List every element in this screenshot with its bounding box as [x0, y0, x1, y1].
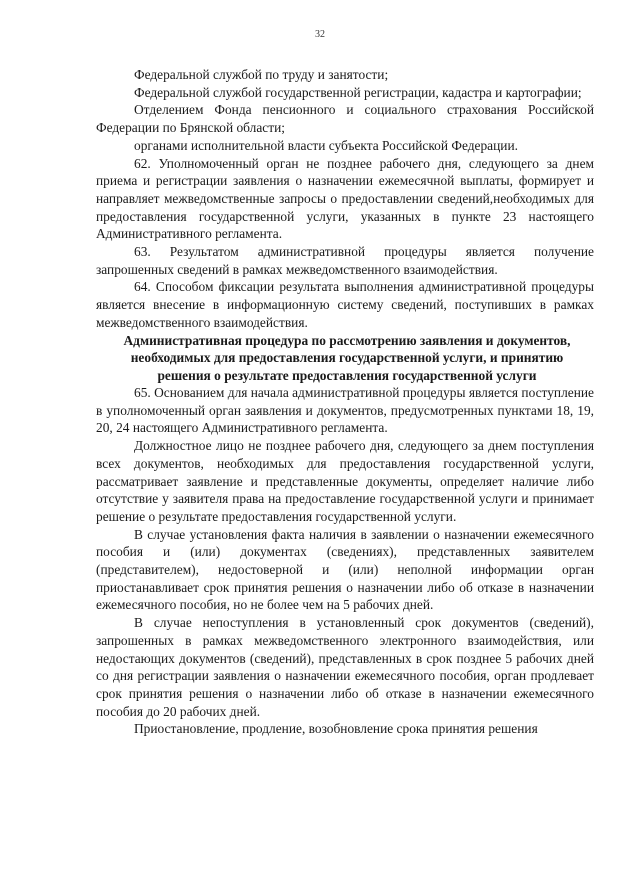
- list-line-1: Федеральной службой по труду и занятости;: [134, 67, 389, 82]
- paragraph-64: 64. Способом фиксации результата выполнения административной процедуры является внесение в информационную систему сведений, поступивших в рамках межведомственного взаимодействия.: [96, 279, 594, 330]
- paragraph-extension: В случае непоступления в установленный срок документов (сведений), запрошенных в рамках межведомственного электронного взаимодействия, или недостающих документов (сведений), представленных в срок позднее 5 рабочих дней со дня регистрации заявления о назначении ежемесячного пособия, орган продлевает срок принятия решения о назначении либо об отказе в назначении ежемесячного пособия до 20 рабочих дней.: [96, 615, 594, 719]
- list-line-4: органами исполнительной власти субъекта Российской Федерации.: [134, 137, 518, 153]
- list-line-2: Федеральной службой государственной регистрации, кадастра и картографии;: [134, 84, 582, 100]
- paragraph-suspension: В случае установления факта наличия в заявлении о назначении ежемесячного пособия и (или) документах (сведениях), представленных заявителем (представителем), недостоверной и (или) неполной информации орган приостанавливает срок принятия решения о назначении либо об отказе в назначении ежемесячного пособия, но не более чем на 5 рабочих дней.: [96, 526, 594, 613]
- list-line-3: Отделением Фонда пенсионного и социального страхования Российской Федерации по Брянской области;: [96, 102, 594, 136]
- paragraph-official-review: Должностное лицо не позднее рабочего дня, следующего за днем поступления всех документов, необходимых для предоставления государственной услуги, рассматривает заявление и представленные документы, определяет наличие либо отсутствие у заявителя права на предоставление государственной услуги и принимает решение о результате предоставления государственной услуги.: [96, 438, 594, 524]
- document-body: [96, 66, 594, 738]
- paragraph-62: 62. Уполномоченный орган не позднее рабочего дня, следующего за днем приема и регистрации заявления о назначении ежемесячной выплаты, формирует и направляет межведомственные запросы о предоставлении сведений,необходимых для предоставления государственной услуги, указанных в пункте 23 настоящего Административного регламента.: [96, 155, 594, 242]
- paragraph-65: 65. Основанием для начала административной процедуры является поступление в уполномоченный орган заявления и документов, предусмотренных пунктами 18, 19, 20, 24 настоящего Административного регламента.: [96, 385, 594, 436]
- section-heading: Административная процедура по рассмотрению заявления и документов, необходимых для предоставления государственной услуги, и принятию решения о результате предоставления государственной услуги: [123, 332, 571, 383]
- page-number: 32: [315, 29, 325, 40]
- paragraph-63: 63. Результатом административной процедуры является получение запрошенных сведений в рамках межведомственного взаимодействия.: [96, 244, 594, 277]
- paragraph-continuation: Приостановление, продление, возобновление срока принятия решения: [134, 721, 538, 737]
